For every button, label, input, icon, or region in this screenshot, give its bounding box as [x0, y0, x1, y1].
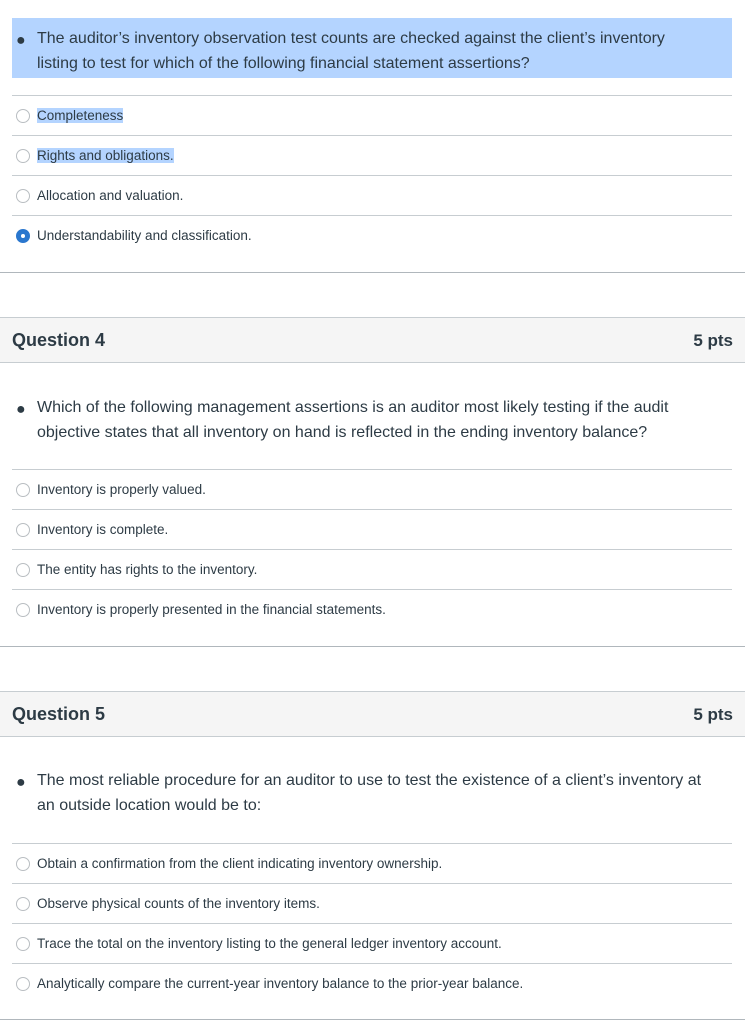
question-5-prompt: ● The most reliable procedure for an auditor to use to test the existence of a client’s inventory at an outside location would be to:: [16, 772, 702, 814]
question-divider: [0, 646, 745, 647]
answer-option[interactable]: The entity has rights to the inventory.: [12, 549, 732, 589]
question-3-answers: [12, 95, 732, 255]
radio-button[interactable]: [16, 109, 30, 123]
radio-button[interactable]: [16, 937, 30, 951]
question-points: 5 pts: [693, 705, 733, 724]
bullet-icon: ●: [16, 32, 26, 49]
radio-button[interactable]: [16, 563, 30, 577]
answer-option[interactable]: Obtain a confirmation from the client indicating inventory ownership.: [12, 843, 732, 883]
question-4-answers: [12, 469, 732, 629]
question-divider: [0, 272, 745, 273]
question-5-header: [0, 691, 745, 737]
answer-option[interactable]: Allocation and valuation.: [12, 175, 732, 215]
question-title: Question 4: [12, 330, 106, 350]
bullet-icon: ●: [16, 774, 26, 791]
radio-button[interactable]: [16, 857, 30, 871]
answer-option[interactable]: Understandability and classification.: [12, 215, 732, 255]
radio-button[interactable]: [16, 523, 30, 537]
radio-button[interactable]: [16, 149, 30, 163]
answer-option[interactable]: Completeness: [12, 95, 732, 135]
question-5-answers: [12, 843, 732, 1003]
question-4-header: [0, 317, 745, 363]
radio-button[interactable]: [16, 603, 30, 617]
answer-option[interactable]: Inventory is properly presented in the financial statements.: [12, 589, 732, 629]
question-divider: [0, 1019, 745, 1020]
question-title: Question 5: [12, 704, 106, 724]
radio-button[interactable]: [16, 977, 30, 991]
radio-button-selected[interactable]: [16, 229, 30, 243]
answer-option[interactable]: Rights and obligations.: [12, 135, 732, 175]
radio-button[interactable]: [16, 897, 30, 911]
radio-button[interactable]: [16, 483, 30, 497]
question-points: 5 pts: [693, 331, 733, 350]
answer-option[interactable]: Trace the total on the inventory listing to the general ledger inventory account.: [12, 923, 732, 963]
answer-option[interactable]: Observe physical counts of the inventory items.: [12, 883, 732, 923]
question-3-prompt: ● The auditor’s inventory observation test counts are checked against the client’s inventory listing to test for which of the following financial statement assertions?: [12, 18, 732, 78]
answer-option[interactable]: Inventory is properly valued.: [12, 469, 732, 509]
question-4-prompt: ● Which of the following management assertions is an auditor most likely testing if the audit objective states that all inventory on hand is reflected in the ending inventory balance?: [16, 399, 669, 441]
radio-button[interactable]: [16, 189, 30, 203]
bullet-icon: ●: [16, 401, 26, 418]
answer-option[interactable]: Analytically compare the current-year inventory balance to the prior-year balance.: [12, 963, 732, 1003]
answer-option[interactable]: Inventory is complete.: [12, 509, 732, 549]
